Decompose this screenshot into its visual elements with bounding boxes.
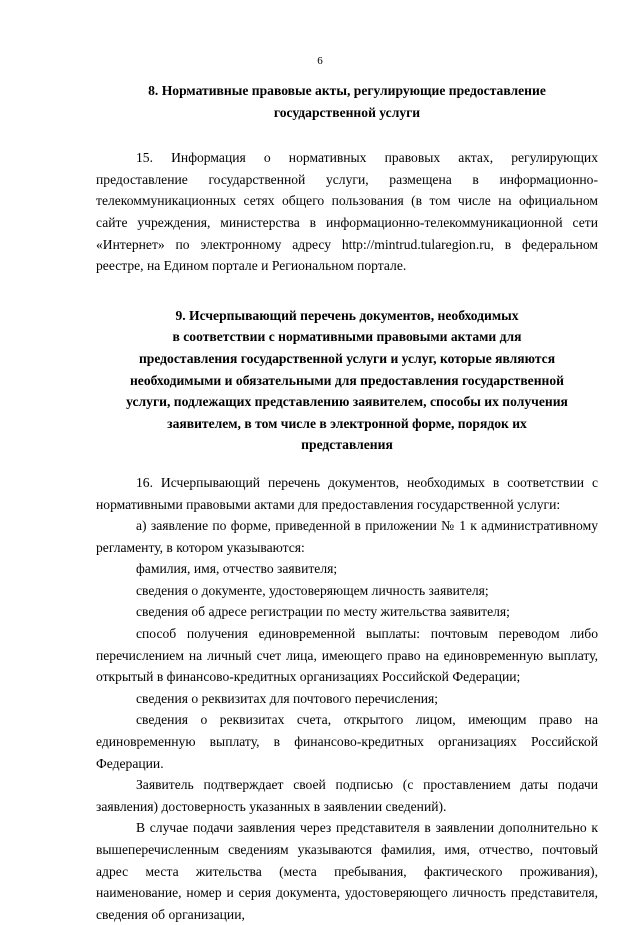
heading-line: представления [301, 437, 393, 453]
list-item: сведения об адресе регистрации по месту жительства заявителя; [136, 604, 510, 620]
list-item: способ получения единовременной выплаты: почтовым переводом либо перечислением на личный счет лица, имеющего право на единовременную выплату, открытый в финансово-кредитных организациях Российской Федерации; [96, 626, 598, 685]
heading-line: 8. Нормативные правовые акты, регулирующие предоставление [148, 83, 546, 98]
heading-line: в соответствии с нормативными правовыми актами для [172, 329, 522, 345]
paragraph-representative: В случае подачи заявления через представителя в заявлении дополнительно к вышеперечисленным сведениям указываются фамилия, имя, отчество, почтовый адрес места жительства (места пребывания, фактического проживания), наименование, номер и серия документа, удостоверяющего личность представителя, сведения об организации, [96, 820, 598, 922]
section-9-heading [96, 305, 598, 456]
page-content [96, 80, 598, 925]
page-number: 6 [317, 55, 323, 67]
heading-line: необходимыми и обязательными для предоставления государственной [129, 372, 565, 388]
heading-line: предоставления государственной услуги и услуг, которые являются [138, 350, 556, 366]
list-item: сведения о документе, удостоверяющем личность заявителя; [136, 582, 489, 598]
paragraph-item-a: а) заявление по форме, приведенной в приложении № 1 к административному регламенту, в котором указываются: [96, 518, 598, 555]
paragraph-15: 15. Информация о нормативных правовых актах, регулирующих предоставление государственной услуги, размещена в информационно-телекоммуникационных сетях общего пользования (в том числе на официальном сайте учреждения, министерства в информационно-телекоммуникационной сети «Интернет» по электронному адресу http://mintrud.tularegion.ru, в федеральном реестре, на Едином портале и Региональном портале. [96, 150, 598, 274]
heading-line: 9. Исчерпывающий перечень документов, необходимых [175, 307, 519, 323]
list-item: сведения о реквизитах для почтового перечисления; [136, 690, 439, 706]
list-item: фамилия, имя, отчество заявителя; [136, 561, 338, 577]
paragraph-16: 16. Исчерпывающий перечень документов, необходимых в соответствии с нормативными правовыми актами для предоставления государственной услуги: [96, 474, 598, 512]
section-8-heading [96, 80, 598, 123]
list-item: сведения о реквизитах счета, открытого лицом, имеющим право на единовременную выплату, в финансово-кредитных организациях Российской Федерации. [96, 712, 598, 771]
heading-line: государственной услуги [273, 104, 421, 120]
heading-line: заявителем, в том числе в электронной форме, порядок их [167, 415, 527, 431]
paragraph-signature: Заявитель подтверждает своей подписью (с проставлением даты подачи заявления) достоверность указанных в заявлении сведений). [96, 777, 598, 814]
heading-line: услуги, подлежащих представлению заявителем, способы их получения [126, 394, 568, 410]
